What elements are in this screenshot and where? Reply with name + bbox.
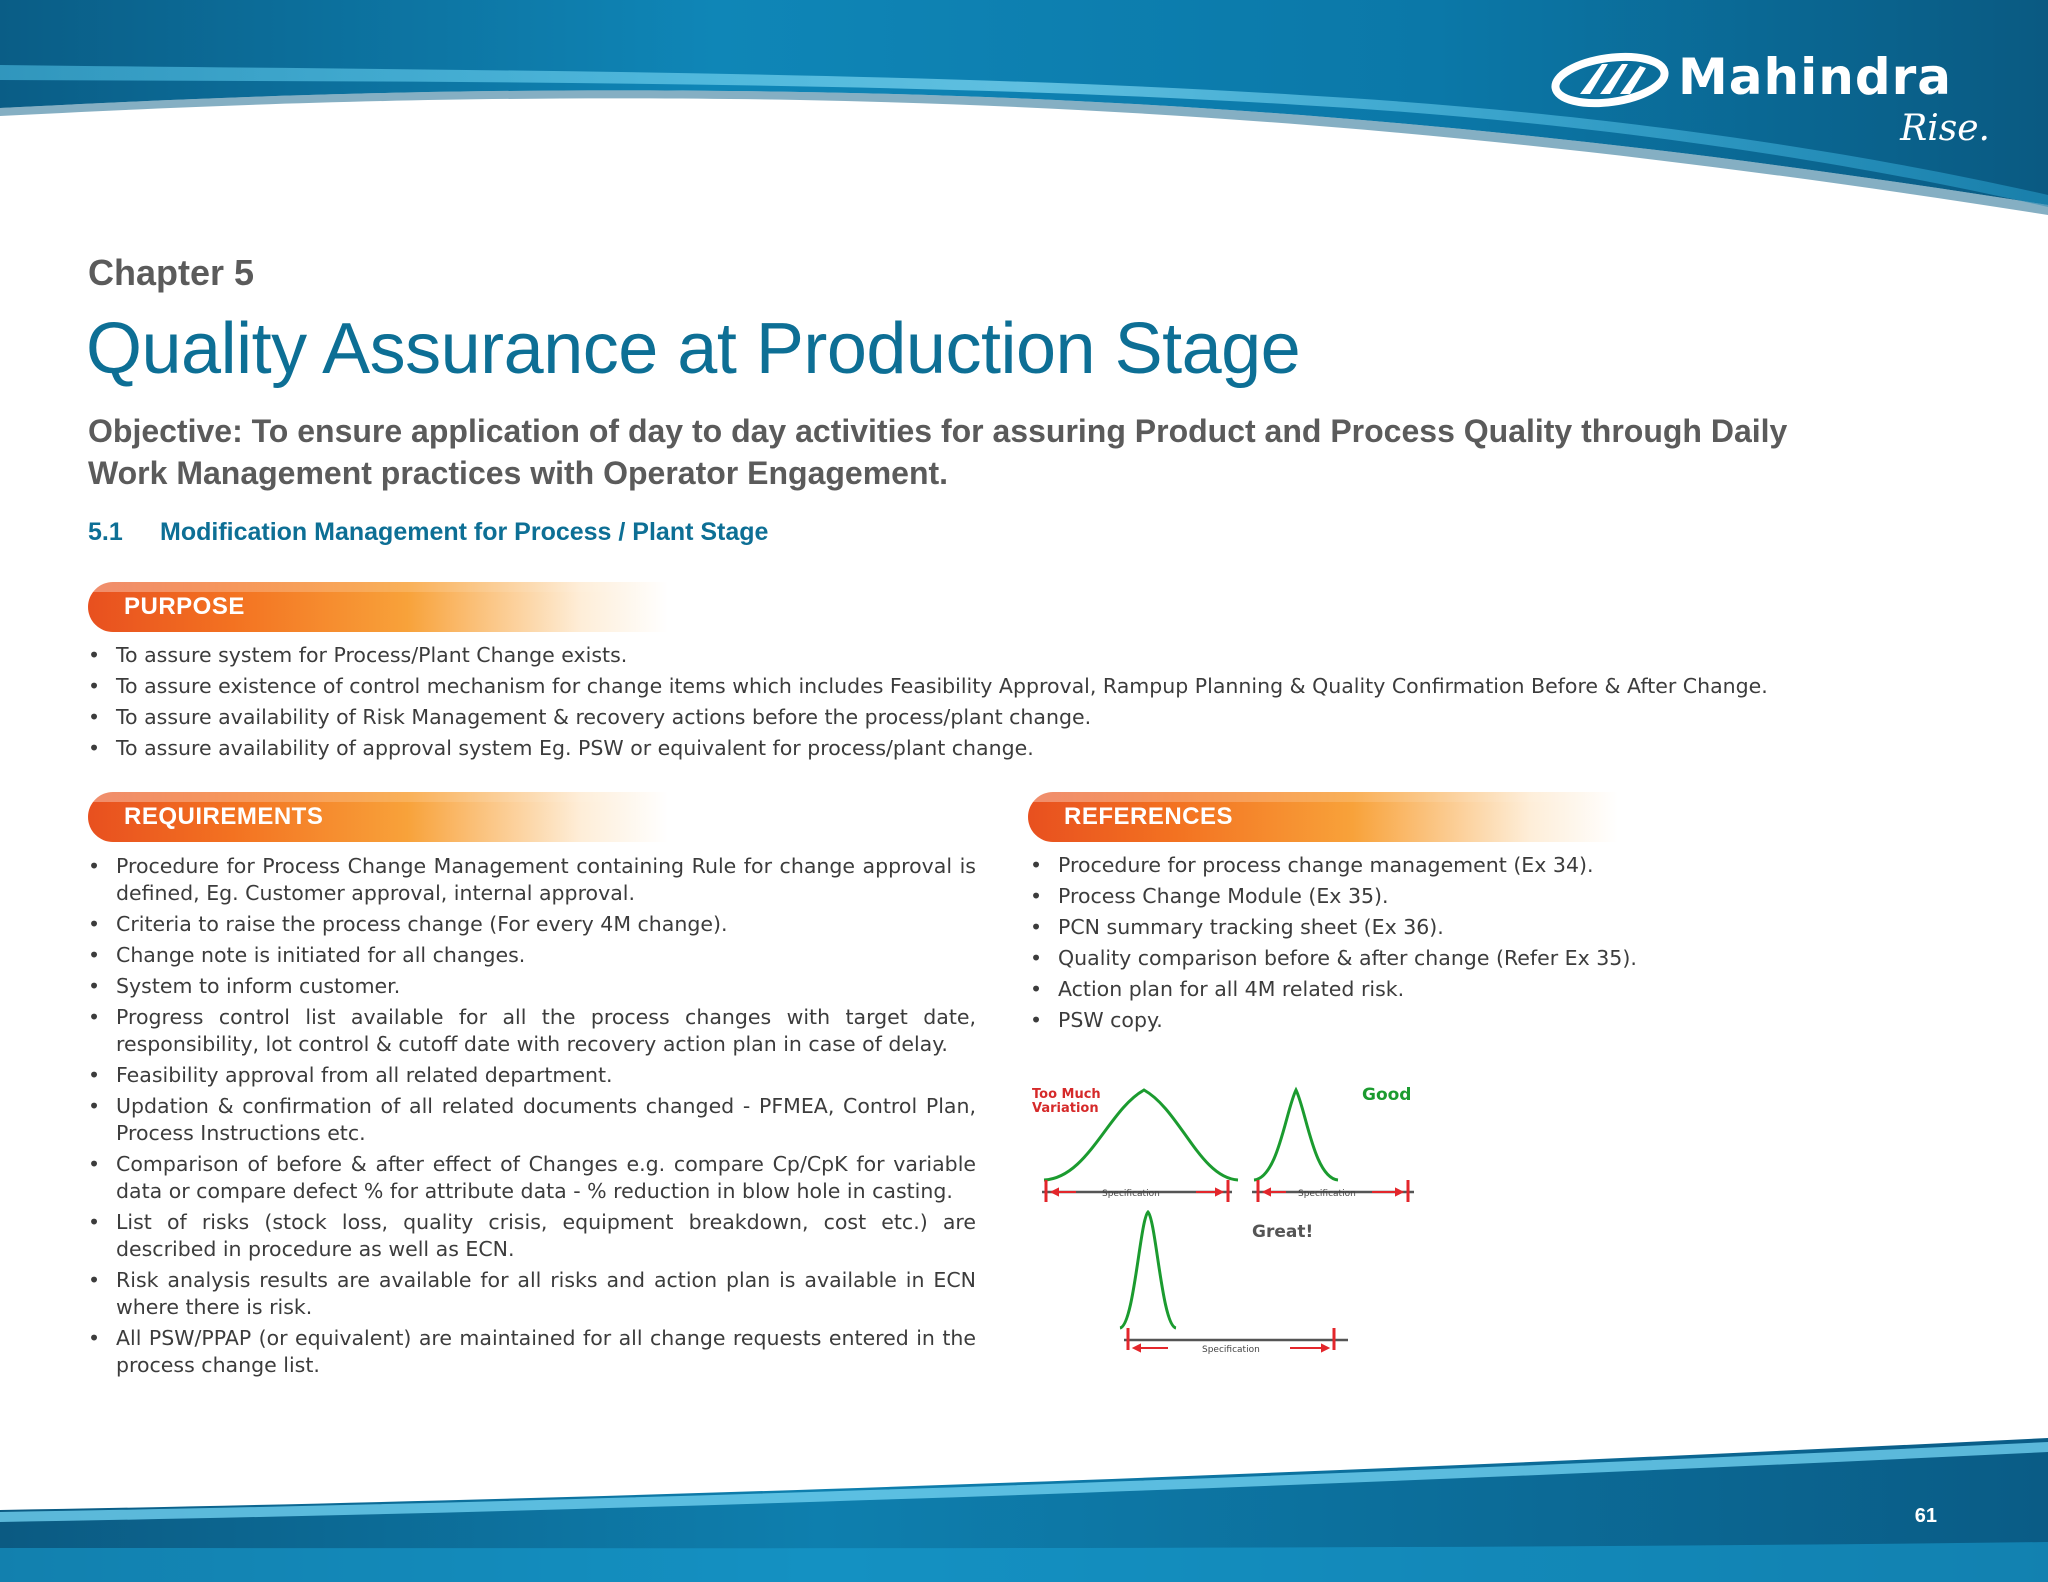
chapter-label: Chapter 5 [88, 252, 255, 293]
requirements-list [86, 853, 976, 1383]
too-much-label: Too Much [1032, 1087, 1101, 1102]
list-item: • Progress control list available for all the process changes with target date, responsibility, lot control & cutoff date with recovery action plan in case of delay. [86, 1004, 976, 1058]
list-item: • List of risks (stock loss, quality crisis, equipment breakdown, cost etc.) are described in procedure as well as ECN. [86, 1209, 976, 1263]
footer-wave-band [0, 1420, 2048, 1582]
narrow-distribution-curve [1254, 1090, 1338, 1180]
list-item: • Procedure for process change management (Ex 34). [1028, 850, 1728, 881]
purpose-ribbon [88, 582, 668, 632]
list-item: • Criteria to raise the process change (For every 4M change). [86, 911, 976, 938]
list-item: • Process Change Module (Ex 35). [1028, 881, 1728, 912]
list-item: • PCN summary tracking sheet (Ex 36). [1028, 912, 1728, 943]
list-item: • To assure existence of control mechanism for change items which includes Feasibility Approval, Rampup Planning & Quality Confirmation Before & After Change. [86, 671, 1986, 702]
page-number: 61 [1914, 1505, 1937, 1527]
list-item: • System to inform customer. [86, 973, 976, 1000]
list-item: • Feasibility approval from all related department. [86, 1062, 976, 1089]
references-label: REFERENCES [1064, 803, 1234, 830]
list-item: • Change note is initiated for all changes. [86, 942, 976, 969]
section-heading [88, 518, 768, 547]
great-label: Great! [1252, 1222, 1314, 1242]
very-narrow-distribution-curve [1120, 1212, 1176, 1328]
list-item: • To assure availability of approval system Eg. PSW or equivalent for process/plant change. [86, 733, 1986, 764]
list-item: • Action plan for all 4M related risk. [1028, 974, 1728, 1005]
page-title: Quality Assurance at Production Stage [86, 309, 1301, 389]
list-item: • Updation & confirmation of all related documents changed - PFMEA, Control Plan, Process Instructions etc. [86, 1093, 976, 1147]
spec-label: Specification [1298, 1189, 1356, 1199]
list-item: • Procedure for Process Change Management containing Rule for change approval is defined, Eg. Customer approval, internal approval. [86, 853, 976, 907]
section-number: 5.1 [88, 518, 123, 546]
references-list [1028, 850, 1728, 1036]
requirements-label: REQUIREMENTS [124, 803, 324, 830]
brand-wordmark: Mahindra [1678, 48, 1953, 106]
list-item: • All PSW/PPAP (or equivalent) are maintained for all change requests entered in the process change list. [86, 1325, 976, 1379]
list-item: • Risk analysis results are available for all risks and action plan is available in ECN where there is risk. [86, 1267, 976, 1321]
list-item: • Comparison of before & after effect of Changes e.g. compare Cp/CpK for variable data or compare defect % for attribute data - % reduction in blow hole in casting. [86, 1151, 976, 1205]
list-item: • Quality comparison before & after change (Refer Ex 35). [1028, 943, 1728, 974]
mahindra-emblem-icon [1550, 50, 1670, 110]
spec-label: Specification [1102, 1189, 1160, 1199]
list-item: • PSW copy. [1028, 1005, 1728, 1036]
list-item: • To assure availability of Risk Management & recovery actions before the process/plant change. [86, 702, 1986, 733]
objective-text: Objective: To ensure application of day to day activities for assuring Product and Process Quality through Daily Work Management practices with Operator Engagement. [88, 413, 1788, 491]
brand-logo [1550, 50, 1990, 150]
section-title: Modification Management for Process / Plant Stage [160, 518, 769, 546]
purpose-list [86, 640, 1986, 764]
brand-tagline: Rise. [1900, 108, 1990, 149]
list-item: • To assure system for Process/Plant Change exists. [86, 640, 1986, 671]
variation-label: Variation [1032, 1101, 1099, 1116]
good-label: Good [1362, 1085, 1412, 1105]
requirements-ribbon [88, 792, 668, 842]
references-ribbon [1028, 792, 1618, 842]
purpose-label: PURPOSE [124, 593, 245, 620]
variation-curves-figure [1028, 1080, 1448, 1370]
spec-label: Specification [1202, 1345, 1260, 1355]
